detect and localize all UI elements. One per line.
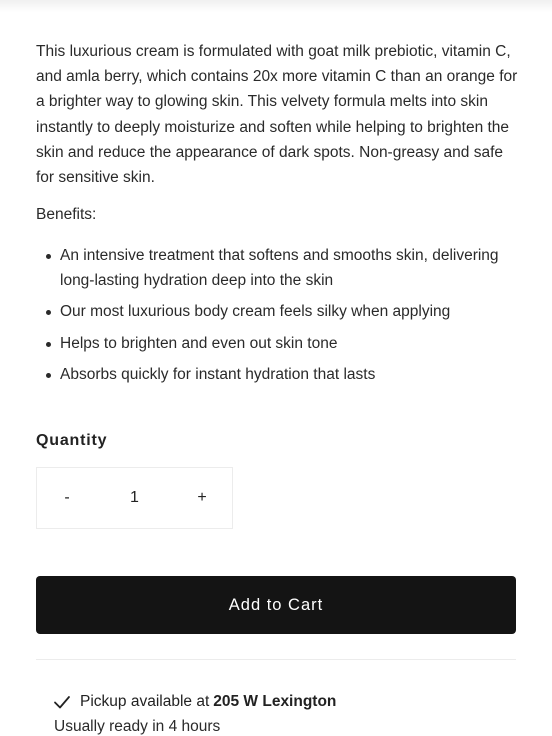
- add-to-cart-button[interactable]: Add to Cart: [36, 576, 516, 634]
- benefit-item: [36, 243, 520, 293]
- pickup-availability: [52, 692, 336, 712]
- benefits-list: [36, 243, 520, 393]
- bullet-icon: [46, 254, 51, 259]
- benefit-text: An intensive treatment that softens and smooths skin, delivering long-lasting hydration deep into the skin: [60, 247, 499, 290]
- bullet-icon: [46, 310, 51, 315]
- quantity-input[interactable]: [97, 468, 172, 528]
- pickup-prefix: Pickup available at: [80, 693, 210, 710]
- benefit-item: [36, 362, 520, 387]
- bullet-icon: [46, 373, 51, 378]
- increase-quantity-button[interactable]: +: [172, 468, 232, 528]
- benefit-text: Helps to brighten and even out skin tone: [60, 334, 338, 352]
- pickup-store-name: 205 W Lexington: [213, 693, 337, 710]
- product-description: This luxurious cream is formulated with goat milk prebiotic, vitamin C, and amla berry, which contains 20x more vitamin C than an orange for a brighter way to glowing skin. This velvety formula melts into skin instantly to deeply moisturize and soften while helping to brighten the skin and reduce the appearance of dark spots. Non-greasy and safe for sensitive skin.: [36, 43, 518, 187]
- quantity-stepper: [36, 467, 233, 529]
- benefit-item: [36, 331, 520, 356]
- decrease-quantity-button[interactable]: -: [37, 468, 97, 528]
- benefit-text: Our most luxurious body cream feels silky when applying: [60, 303, 451, 321]
- pickup-ready-time: Usually ready in 4 hours: [54, 718, 221, 735]
- header-shadow: [0, 0, 552, 12]
- bullet-icon: [46, 342, 51, 347]
- quantity-label: Quantity: [36, 432, 108, 449]
- benefit-text: Absorbs quickly for instant hydration that lasts: [60, 365, 376, 383]
- check-icon: [52, 692, 72, 712]
- divider: [36, 659, 516, 660]
- benefit-item: [36, 299, 520, 324]
- benefits-heading: Benefits:: [36, 206, 97, 223]
